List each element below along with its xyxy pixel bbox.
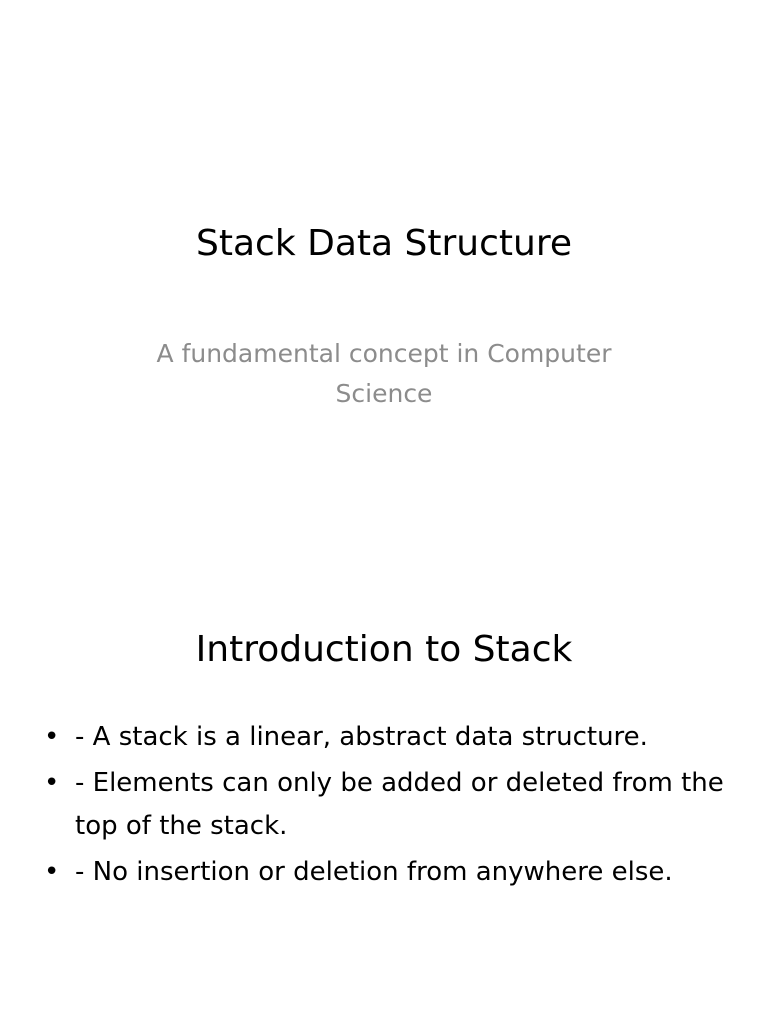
bullet-icon: • xyxy=(44,857,60,887)
slide-1-subtitle: A fundamental concept in Computer Science xyxy=(156,339,612,408)
bullet-item xyxy=(38,851,728,894)
slide-1-title: Stack Data Structure xyxy=(196,223,572,264)
bullet-item xyxy=(38,762,728,848)
slide-introduction xyxy=(0,512,768,1024)
bullet-list xyxy=(38,716,728,897)
bullet-icon: • xyxy=(44,768,60,798)
bullet-text: - No insertion or deletion from anywhere else. xyxy=(75,857,673,887)
slide-2-title: Introduction to Stack xyxy=(195,629,573,670)
bullet-icon: • xyxy=(44,722,60,752)
bullet-text: - A stack is a linear, abstract data structure. xyxy=(75,722,648,752)
bullet-item xyxy=(38,716,728,759)
bullet-text: - Elements can only be added or deleted from the top of the stack. xyxy=(75,768,724,841)
